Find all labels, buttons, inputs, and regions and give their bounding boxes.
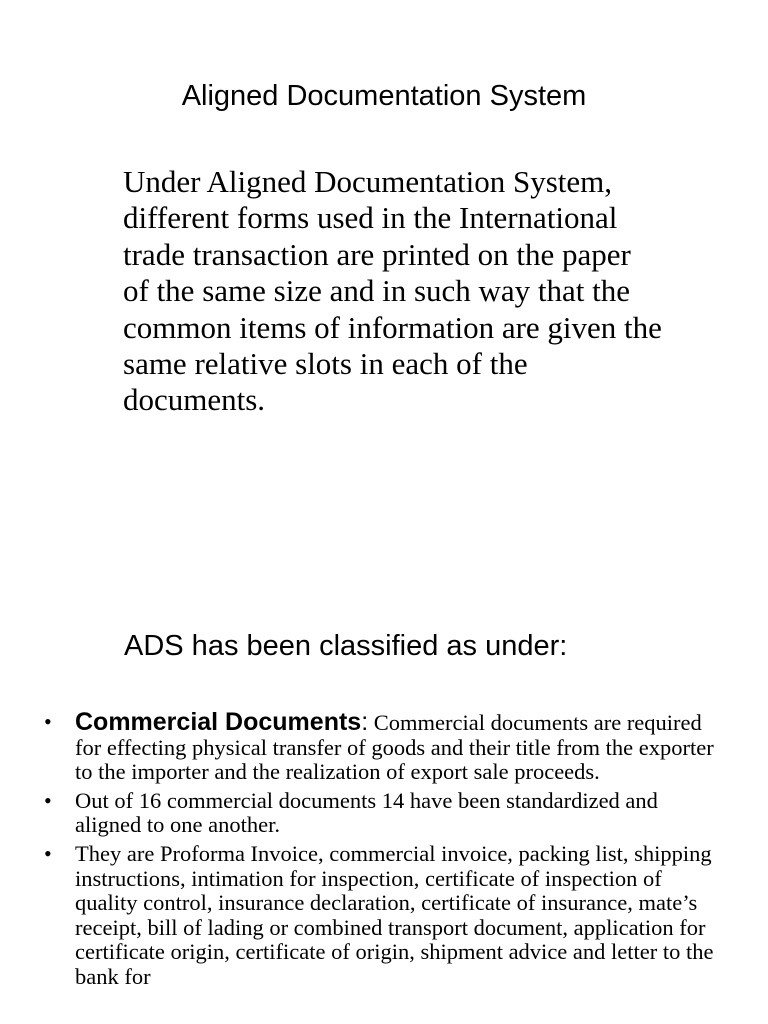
bullet-item-standardized-count [0, 789, 768, 838]
bullet-text: Out of 16 commercial documents 14 have been standardized and aligned to one another. [75, 787, 658, 838]
classification-heading: ADS has been classified as under: [124, 630, 568, 662]
bullet-item-commercial-documents [0, 706, 768, 785]
bullet-marker: • [44, 787, 52, 813]
bullet-heading: Commercial Documents [75, 708, 362, 736]
bullet-marker: • [44, 709, 52, 734]
bullet-marker: • [44, 840, 52, 866]
bullet-text: Commercial documents are required for effecting physical transfer of goods and their title from the exporter to the importer and the realization of export sale proceeds. [75, 710, 714, 785]
intro-paragraph: Under Aligned Documentation System, different forms used in the International trade transaction are printed on the paper of the same size and in such way that the common items of information are given the same relative slots in each of the documents. [123, 164, 662, 418]
bullet-item-document-list [0, 842, 768, 990]
bullet-heading-colon: : [361, 708, 369, 736]
bullet-text: They are Proforma Invoice, commercial invoice, packing list, shipping instructions, intimation for inspection, certificate of inspection of quality control, insurance declaration, certificate of insurance, mate’s receipt, bill of lading or combined transport document, application for certificate origin, certificate of origin, shipment advice and letter to the bank for [75, 840, 714, 989]
bullet-list [0, 706, 768, 994]
page-title: Aligned Documentation System [181, 80, 587, 112]
